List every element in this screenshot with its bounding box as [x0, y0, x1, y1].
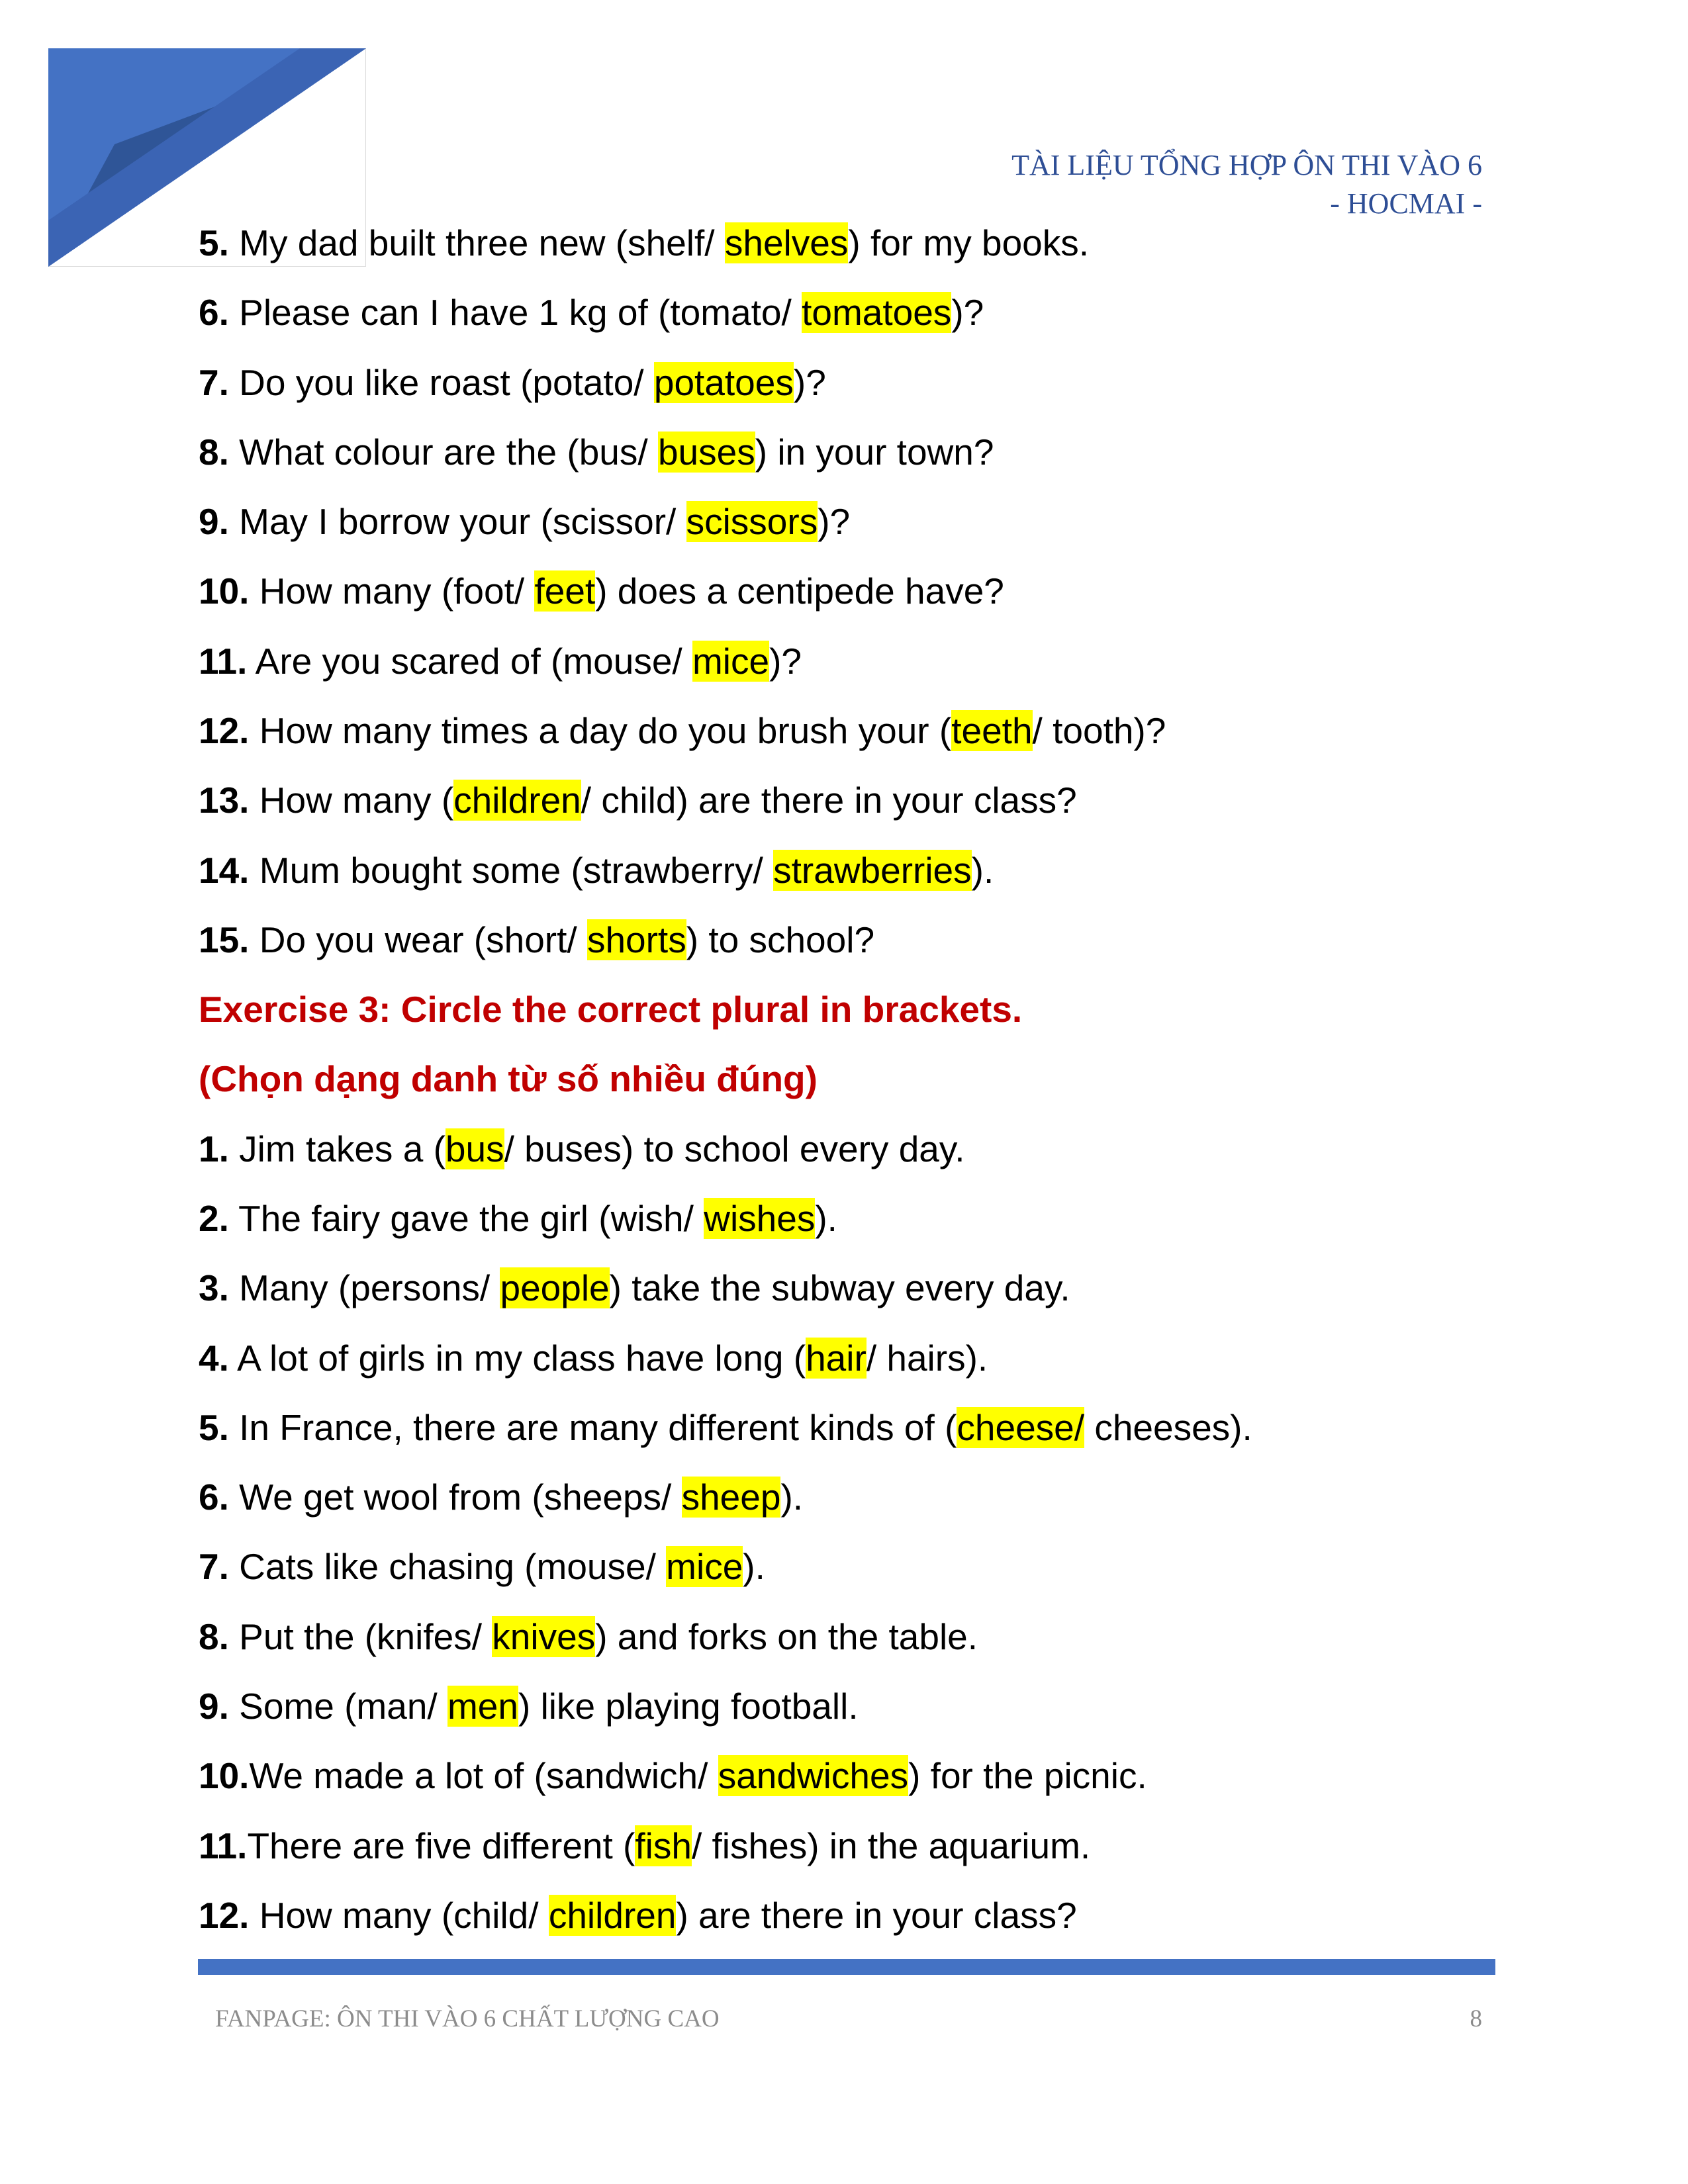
highlighted-answer: scissors [686, 501, 818, 542]
highlighted-answer: bus [445, 1128, 504, 1169]
exercise2-item: 7. Do you like roast (potato/ potatoes)? [199, 362, 826, 403]
exercise3-item: 9. Some (man/ men) like playing football. [199, 1686, 859, 1727]
highlighted-answer: potatoes [653, 362, 794, 403]
exercise3-item: 1. Jim takes a (bus/ buses) to school every day. [199, 1128, 965, 1169]
highlighted-answer: shelves [724, 222, 849, 263]
exercise2-item: 9. May I borrow your (scissor/ scissors)? [199, 501, 851, 542]
exercise2-item: 11. Are you scared of (mouse/ mice)? [199, 641, 802, 682]
highlighted-answer: tomatoes [802, 292, 952, 333]
highlighted-answer: strawberries [773, 850, 972, 891]
highlighted-answer: cheese/ [957, 1407, 1085, 1448]
header-title: TÀI LIỆU TỔNG HỢP ÔN THI VÀO 6 [1011, 149, 1482, 181]
highlighted-answer: men [447, 1686, 518, 1727]
highlighted-answer: mice [666, 1546, 743, 1587]
highlighted-answer: wishes [704, 1198, 816, 1239]
exercise3-item: 11.There are five different (fish/ fishes) in the aquarium. [199, 1825, 1091, 1866]
exercise3-heading: Exercise 3: Circle the correct plural in brackets. [199, 989, 1023, 1030]
highlighted-answer: children [548, 1895, 677, 1936]
exercise2-item: 5. My dad built three new (shelf/ shelves) for my books. [199, 222, 1090, 263]
exercise3-subheading: (Chọn dạng danh từ số nhiều đúng) [199, 1058, 818, 1099]
page-number: 8 [1470, 2005, 1482, 2032]
highlighted-answer: buses [657, 432, 755, 473]
exercise2-item: 13. How many (children/ child) are there in your class? [199, 780, 1077, 821]
exercise2-item: 15. Do you wear (short/ shorts) to school? [199, 919, 875, 960]
exercise3-item: 4. A lot of girls in my class have long (hair/ hairs). [199, 1338, 988, 1379]
exercise3-item: 8. Put the (knifes/ knives) and forks on the table. [199, 1616, 978, 1657]
highlighted-answer: children [453, 780, 581, 821]
exercise3-item: 7. Cats like chasing (mouse/ mice). [199, 1546, 765, 1587]
highlighted-answer: people [500, 1267, 610, 1308]
highlighted-answer: teeth [951, 710, 1033, 751]
highlighted-answer: fish [635, 1825, 692, 1866]
footer-fanpage: FANPAGE: ÔN THI VÀO 6 CHẤT LƯỢNG CAO [215, 2005, 720, 2032]
highlighted-answer: sheep [681, 1477, 781, 1518]
exercise2-item: 8. What colour are the (bus/ buses) in your town? [199, 432, 994, 473]
exercise3-item: 12. How many (child/ children) are there in your class? [199, 1895, 1077, 1936]
exercise2-item: 14. Mum bought some (strawberry/ strawberries). [199, 850, 994, 891]
exercise2-item: 10. How many (foot/ feet) does a centipede have? [199, 570, 1004, 612]
exercise3-item: 5. In France, there are many different kinds of (cheese/ cheeses). [199, 1407, 1252, 1448]
exercise2-item: 6. Please can I have 1 kg of (tomato/ tomatoes)? [199, 292, 984, 333]
exercise3-item: 10.We made a lot of (sandwich/ sandwiches) for the picnic. [199, 1755, 1147, 1796]
highlighted-answer: feet [534, 570, 596, 612]
highlighted-answer: knives [492, 1616, 596, 1657]
highlighted-answer: sandwiches [718, 1755, 909, 1796]
exercise3-item: 6. We get wool from (sheeps/ sheep). [199, 1477, 804, 1518]
footer-divider [198, 1959, 1495, 1975]
highlighted-answer: shorts [586, 919, 686, 960]
exercise3-item: 2. The fairy gave the girl (wish/ wishes). [199, 1198, 837, 1239]
highlighted-answer: mice [692, 641, 770, 682]
highlighted-answer: hair [806, 1338, 867, 1379]
exercise2-item: 12. How many times a day do you brush your (teeth/ tooth)? [199, 710, 1166, 751]
header-subtitle: - HOCMAI - [1330, 187, 1482, 220]
exercise3-item: 3. Many (persons/ people) take the subway every day. [199, 1267, 1070, 1308]
